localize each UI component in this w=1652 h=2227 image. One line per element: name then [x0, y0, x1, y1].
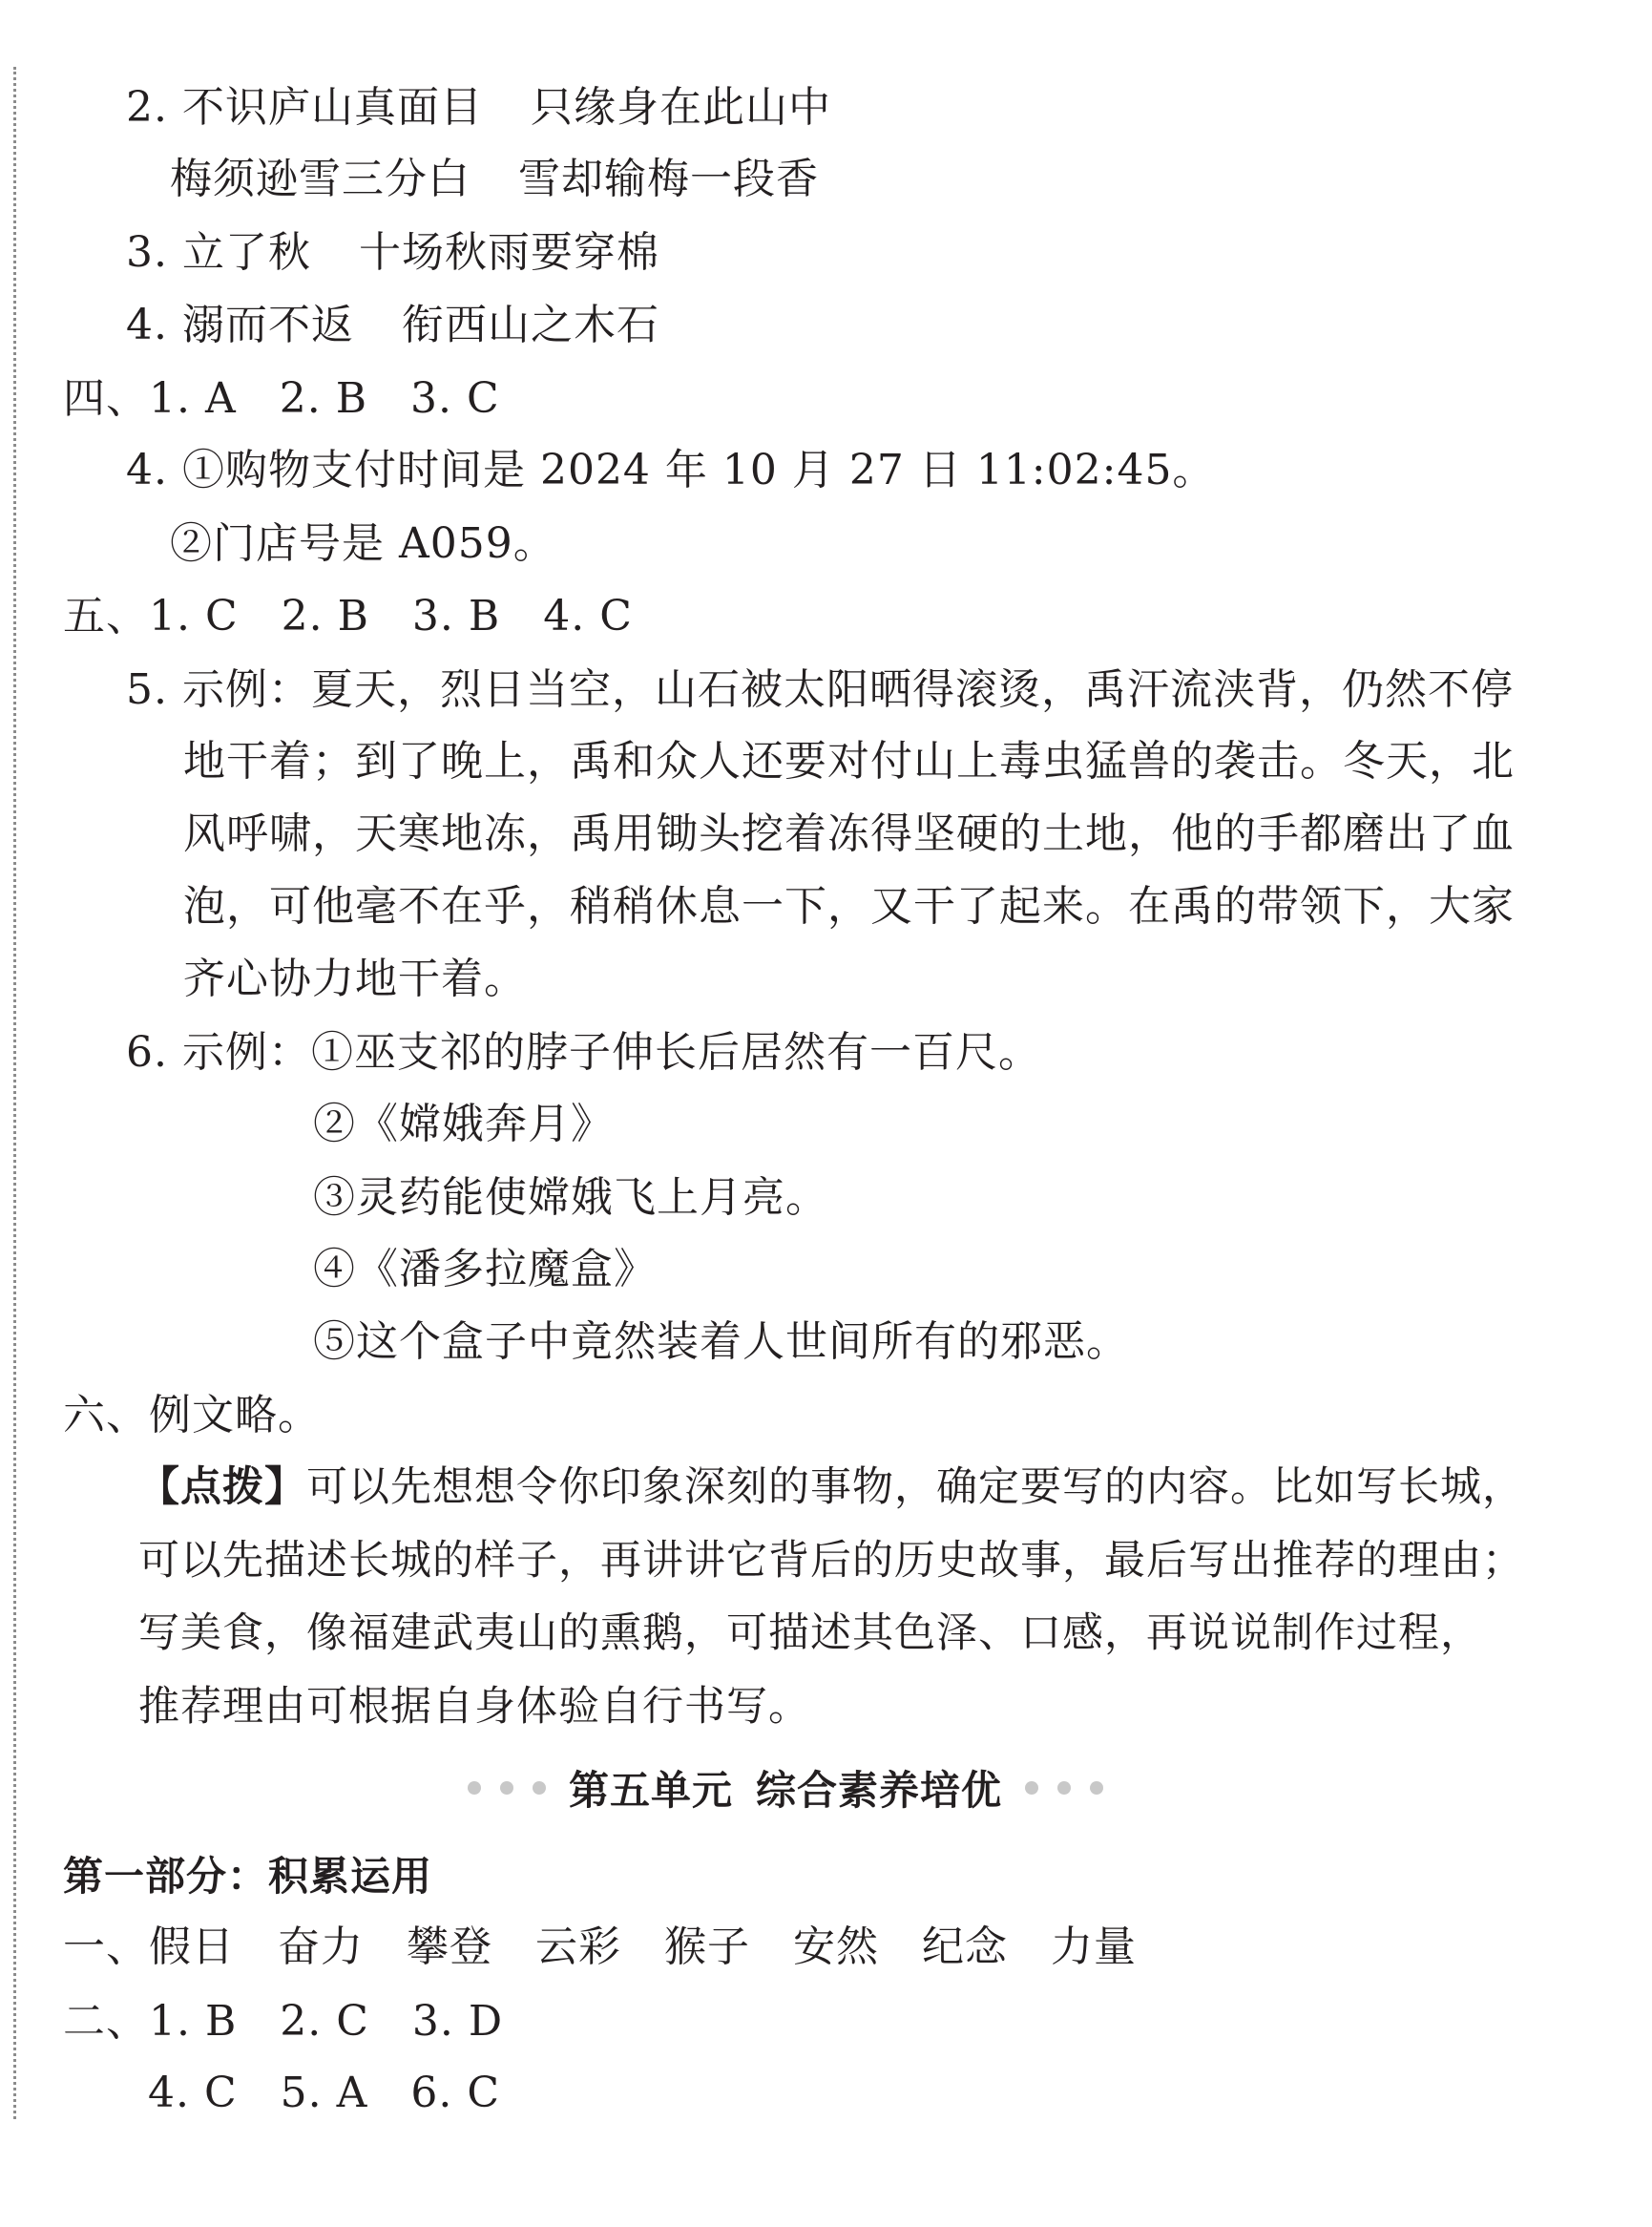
answer-line: ④《潘多拉魔盒》	[313, 1245, 657, 1293]
answer-text: 3. 立了秋	[126, 228, 311, 277]
answer-line: 4. ①购物支付时间是 2024 年 10 月 27 日 11:02:45。	[126, 446, 1216, 494]
answer-line: 4. C 5. A 6. C	[148, 2069, 501, 2117]
unit-title-text: 综合素养培优	[756, 1767, 1003, 1814]
answer-line: ③灵药能使嫦娥飞上月亮。	[313, 1173, 828, 1222]
answer-line	[170, 153, 819, 206]
answer-text: 十场秋雨要穿棉	[358, 228, 659, 277]
answer-text: 雪却输梅一段香	[518, 155, 819, 203]
answer-line: 风呼啸，天寒地冻，禹用锄头挖着冻得坚硬的土地，他的手都磨出了血	[183, 809, 1515, 858]
answer-line: 6. 示例：①巫支祁的脖子伸长后居然有一百尺。	[126, 1028, 1041, 1077]
tip-line: 写美食，像福建武夷山的熏鹅，可描述其色泽、口感，再说说制作过程，	[138, 1609, 1482, 1657]
answer-line: ②门店号是 A059。	[170, 519, 556, 568]
unit-section-title	[0, 1761, 1652, 1815]
answer-line: 一、假日 奋力 攀登 云彩 猴子 安然 纪念 力量	[63, 1922, 1137, 1971]
section-five-answers: 五、1. C 2. B 3. B 4. C	[63, 592, 633, 641]
section-six-answer: 六、例文略。	[63, 1391, 321, 1439]
answer-line: 齐心协力地干着。	[183, 955, 527, 1003]
answer-line	[126, 226, 659, 280]
tip-line: 推荐理由可根据自身体验自行书写。	[138, 1683, 810, 1731]
part-heading: 第一部分：积累运用	[63, 1853, 433, 1900]
tip-line: 可以先描述长城的样子，再讲讲它背后的历史故事，最后写出推荐的理由；	[138, 1537, 1524, 1585]
answer-line	[126, 299, 659, 352]
unit-title-text: 第五单元	[569, 1767, 734, 1814]
answer-text: 只缘身在此山中	[530, 83, 831, 132]
decorative-dots	[1015, 1781, 1113, 1795]
tip-line	[138, 1460, 1524, 1514]
answer-line: ⑤这个盒子中竟然装着人世间所有的邪恶。	[313, 1317, 1129, 1366]
answer-text: 可以先想想令你印象深刻的事物，确定要写的内容。比如写长城，	[306, 1463, 1524, 1511]
answer-line: ②《嫦娥奔月》	[313, 1100, 614, 1148]
section-four-answers: 四、1. A 2. B 3. C	[63, 374, 500, 423]
answer-line: 地干着；到了晚上，禹和众人还要对付山上毒虫猛兽的袭击。冬天，北	[183, 737, 1515, 786]
answer-text: 梅须逊雪三分白	[170, 155, 471, 203]
answer-line: 泡，可他毫不在乎，稍稍休息一下，又干了起来。在禹的带领下，大家	[183, 882, 1515, 931]
answer-text: 2. 不识庐山真面目	[126, 83, 483, 132]
answer-line: 二、1. B 2. C 3. D	[63, 1997, 504, 2046]
answer-text: 4. 溺而不返	[126, 301, 354, 349]
answer-text: 衔西山之木石	[401, 301, 659, 349]
decorative-dots	[458, 1781, 555, 1795]
answer-line	[126, 81, 831, 135]
tip-label: 【点拨】	[138, 1463, 306, 1511]
answer-line: 5. 示例：夏天，烈日当空，山石被太阳晒得滚烫，禹汗流浃背，仍然不停	[126, 665, 1514, 714]
